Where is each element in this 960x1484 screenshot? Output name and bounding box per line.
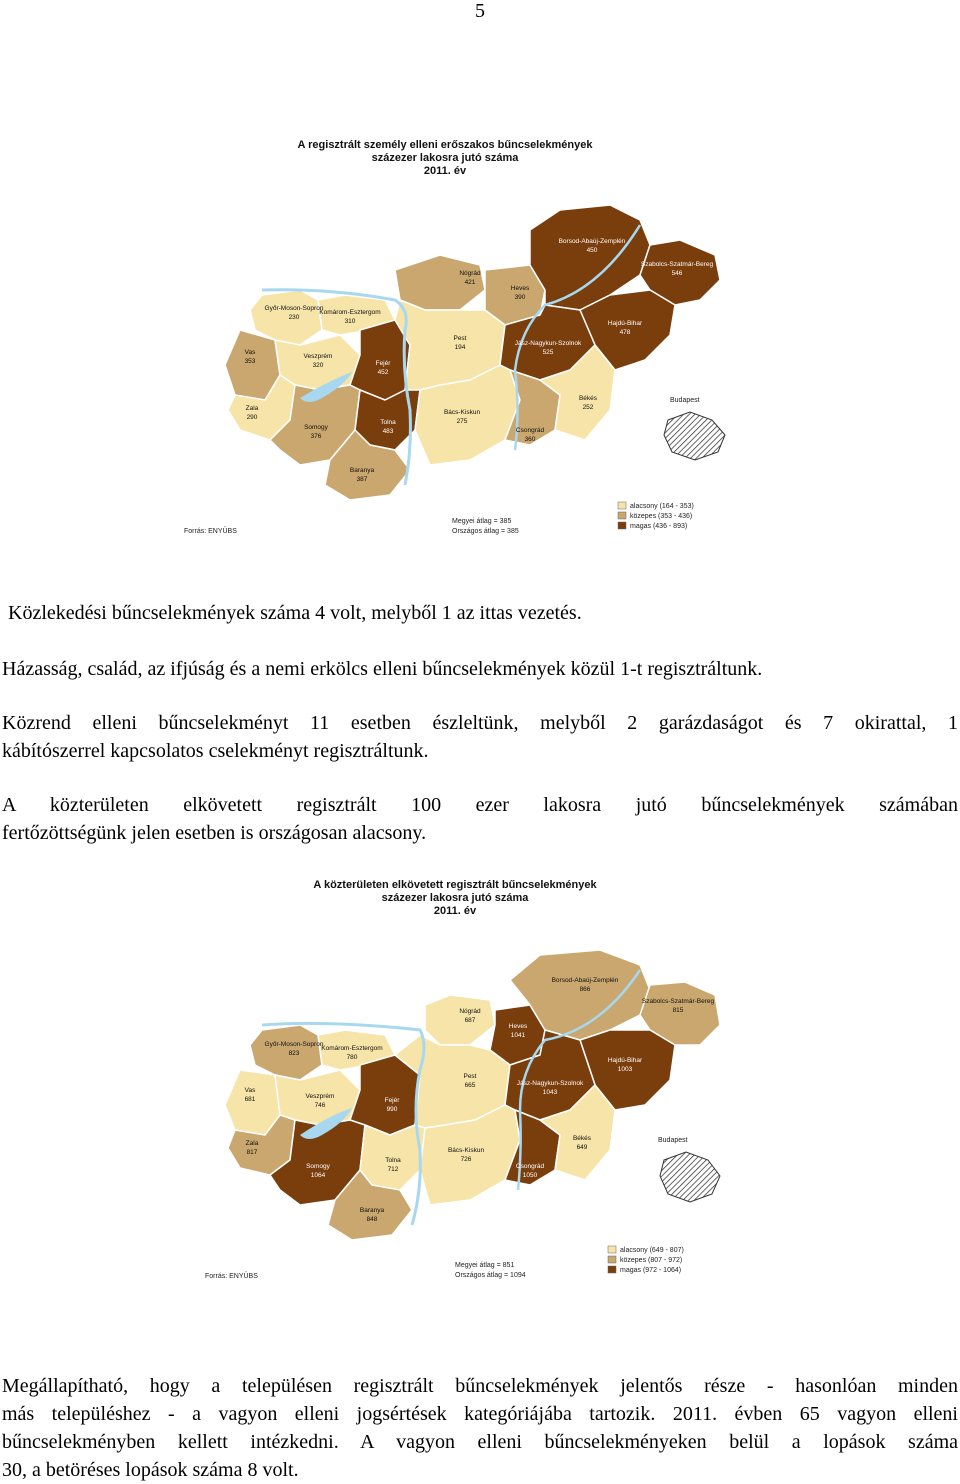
legend2-high: magas (972 - 1064) [620,1267,682,1274]
legend2-low: alacsony (649 - 807) [620,1247,684,1254]
label2-zala-name: Zala [245,1140,259,1147]
label-jasz-value: 525 [542,349,554,356]
budapest-inset [664,412,725,460]
label-komarom-value: 310 [344,318,356,325]
label2-csongrad-name: Csongrád [515,1163,545,1170]
budapest-inset-2 [660,1152,720,1202]
legend-swatch-mid [618,512,626,519]
budapest-label-2: Budapest [658,1137,688,1144]
label2-somogy-value: 1064 [310,1172,326,1179]
label-szabolcs-name: Szabolcs-Szatmár-Bereg [640,261,714,268]
label2-pest-value: 665 [464,1082,476,1089]
paragraph-family: Házasság, család, az ifjúság és a nemi erkölcs elleni bűncselekmények közül 1-t regisztráltunk. [2,658,763,680]
label-pest-value: 194 [454,344,466,351]
county2-gyor [250,1025,322,1080]
label2-komarom-value: 780 [346,1054,358,1061]
legend2-swatch-high [608,1266,616,1273]
label2-baranya-value: 848 [366,1216,378,1223]
legend-mid: közepes (353 - 436) [630,513,693,520]
map-public-place-crime [0,870,960,1290]
paragraph-property-line1: Megállapítható, hogy a településen regisztrált bűncselekmények jelentős része - hasonlóan minden [2,1375,958,1397]
label2-fejer-name: Fejér [384,1097,400,1104]
label2-baranya-name: Baranya [359,1207,385,1214]
label-gyor-name: Győr-Moson-Sopron [264,305,324,312]
label-tolna-value: 483 [382,428,394,435]
page-number: 5 [475,0,485,22]
label2-zala-value: 817 [246,1149,258,1156]
map-source-2: Forrás: ENYÜBS [205,1273,258,1280]
label-nograd-name: Nógrád [459,270,481,277]
map-violent-crime [0,130,960,550]
label2-jasz-value: 1043 [542,1089,558,1096]
paragraph-public-order-line2: kábítószerrel kapcsolatos cselekményt regisztráltunk. [2,740,429,762]
label-somogy-value: 376 [310,433,322,440]
label2-hajdu-name: Hajdú-Bihar [607,1057,643,1064]
avg-national: Országos átlag = 385 [452,528,519,535]
paragraph-public-places-line2: fertőzöttségünk jelen esetben is országosan alacsony. [2,822,427,844]
label2-csongrad-value: 1050 [522,1172,538,1179]
label-heves-value: 390 [514,294,526,301]
budapest-label: Budapest [670,397,700,404]
label2-somogy-name: Somogy [306,1163,330,1170]
county2-nograd [425,995,495,1045]
map2-title-line-2: százezer lakosra jutó száma [381,892,529,904]
map-title-line-1: A regisztrált személy elleni erőszakos bűncselekmények [297,139,593,151]
label-somogy-name: Somogy [304,424,328,431]
label2-nograd-value: 687 [464,1017,476,1024]
map-source: Forrás: ENYÜBS [184,528,237,535]
label-nograd-value: 421 [464,279,476,286]
paragraph-traffic: Közlekedési bűncselekmények száma 4 volt, melyből 1 az ittas vezetés. [8,602,582,624]
label2-bekes-value: 649 [576,1144,588,1151]
label2-gyor-name: Győr-Moson-Sopron [264,1041,324,1048]
legend-2 [608,1246,684,1274]
paragraph-property-line3: bűncselekményben kellett intézkedni. A vagyon elleni bűncselekményeken belül a lopások száma [2,1431,958,1453]
label-bacs-name: Bács-Kiskun [443,409,481,416]
label2-gyor-value: 823 [288,1050,300,1057]
label2-veszprem-value: 746 [314,1102,326,1109]
label-baranya-value: 387 [356,476,368,483]
label2-tolna-value: 712 [387,1166,399,1173]
label-vas-value: 353 [244,358,256,365]
legend [618,502,694,530]
label-szabolcs-value: 546 [671,270,683,277]
label-hajdu-value: 478 [619,329,631,336]
legend2-swatch-mid [608,1256,616,1263]
legend-swatch-high [618,522,626,529]
paragraph-public-order-line1: Közrend elleni bűncselekményt 11 esetben észleltünk, melyből 2 garázdaságot és 7 okirattal, 1 [2,712,958,734]
map2-title-line-3: 2011. év [433,905,477,917]
label2-nograd-name: Nógrád [459,1008,481,1015]
label-bekes-name: Békés [578,395,598,402]
avg-county-2: Megyei átlag = 851 [455,1262,515,1269]
legend-high: magas (436 - 893) [630,523,688,530]
map-title-line-2: százezer lakosra jutó száma [371,152,519,164]
label-jasz-name: Jász-Nagykun-Szolnok [514,340,582,347]
label-fejer-name: Fejér [375,360,391,367]
label-pest-name: Pest [453,335,467,342]
label-hajdu-name: Hajdú-Bihar [607,320,643,327]
label2-komarom-name: Komárom-Esztergom [321,1045,383,1052]
label2-vas-value: 681 [244,1096,256,1103]
label-bacs-value: 275 [456,418,468,425]
paragraph-property-line2: más településhez - a vagyon elleni jogsértések kategóriájába tartozik. 2011. évben 65 vagyon elleni [2,1403,958,1425]
label-gyor-value: 230 [288,314,300,321]
legend-low: alacsony (164 - 353) [630,503,694,510]
label2-borsod-value: 866 [579,986,591,993]
label2-pest-name: Pest [463,1073,477,1080]
map2-title-line-1: A közterületen elkövetett regisztrált bűncselekmények [313,879,597,891]
label2-veszprem-name: Veszprém [305,1093,335,1100]
label2-bacs-value: 726 [460,1156,472,1163]
paragraph-public-places-line1: A közterületen elkövetett regisztrált 100 ezer lakosra jutó bűncselekmények számában [2,794,958,816]
avg-national-2: Országos átlag = 1094 [455,1272,526,1279]
label-zala-name: Zala [245,405,259,412]
label2-borsod-name: Borsod-Abaúj-Zemplén [551,977,619,984]
label-borsod-value: 450 [586,247,598,254]
legend-swatch-low [618,502,626,509]
label-veszprem-name: Veszprém [303,353,333,360]
label-zala-value: 290 [246,414,258,421]
label2-jasz-name: Jász-Nagykun-Szolnok [516,1080,584,1087]
label2-heves-name: Heves [508,1023,528,1030]
label2-hajdu-value: 1003 [617,1066,633,1073]
label-heves-name: Heves [510,285,530,292]
map-title-line-3: 2011. év [423,165,467,177]
label-veszprem-value: 320 [312,362,324,369]
label2-szabolcs-value: 815 [672,1007,684,1014]
label2-bekes-name: Békés [572,1135,592,1142]
label-tolna-name: Tolna [380,419,396,426]
label2-tolna-name: Tolna [385,1157,401,1164]
label-csongrad-value: 360 [524,436,536,443]
label2-vas-name: Vas [244,1087,256,1094]
label-baranya-name: Baranya [349,467,375,474]
label-fejer-value: 452 [377,369,389,376]
label-csongrad-name: Csongrád [515,427,545,434]
avg-county: Megyei átlag = 385 [452,518,512,525]
label-komarom-name: Komárom-Esztergom [319,309,381,316]
label2-bacs-name: Bács-Kiskun [447,1147,485,1154]
label2-szabolcs-name: Szabolcs-Szatmár-Bereg [641,998,715,1005]
label2-heves-value: 1041 [510,1032,526,1039]
label-borsod-name: Borsod-Abaúj-Zemplén [558,238,626,245]
label2-fejer-value: 990 [386,1106,398,1113]
label-vas-name: Vas [244,349,256,356]
label-bekes-value: 252 [582,404,594,411]
legend2-mid: közepes (807 - 972) [620,1257,683,1264]
paragraph-property-line4: 30, a betöréses lopások száma 8 volt. [2,1459,299,1481]
legend2-swatch-low [608,1246,616,1253]
